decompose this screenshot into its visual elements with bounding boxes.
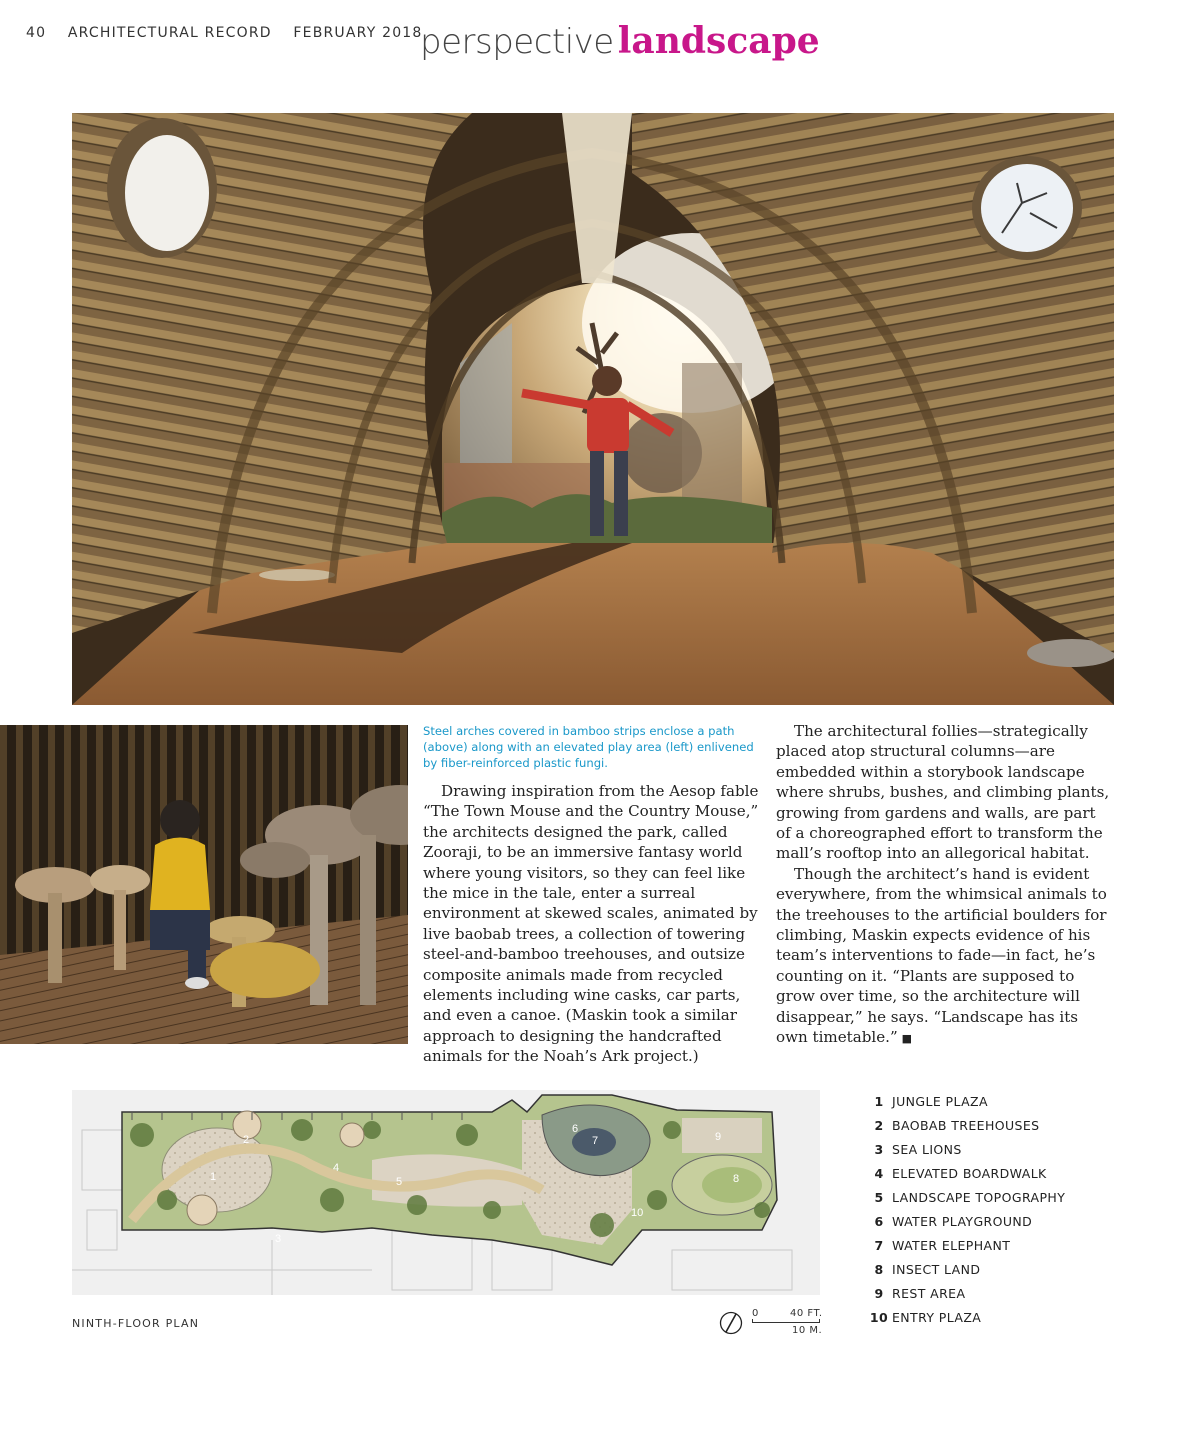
body-column-1 <box>423 781 761 1067</box>
legend-number: 1 <box>874 1094 884 1109</box>
paragraph: The architectural follies—strategically placed atop structural columns—are embedded within a storybook landscape where shrubs, bushes, and climbing plants, growing from gardens and walls, are part of a choreographed effort to transform the mall’s rooftop into an allegorical habitat. <box>776 722 1110 863</box>
legend-item <box>866 1118 1065 1142</box>
legend-item <box>866 1214 1065 1238</box>
paragraph: Drawing inspiration from the Aesop fable “The Town Mouse and the Country Mouse,” the architects designed the park, called Zooraji, to be an immersive fantasy world where young visitors, so they can feel like the mice in the tale, enter a surreal environment at skewed scales, animated by live baobab trees, a collection of towering steel-and-bamboo treehouses, and outsize composite animals made from recycled elements including wine casks, car parts, and even a canoe. (Maskin took a similar approach to designing the handcrafted animals for the Noah’s Ark project.) <box>423 782 759 1066</box>
scale-bar-line <box>752 1322 820 1323</box>
legend-label: ENTRY PLAZA <box>892 1310 982 1325</box>
section-title-landscape: landscape <box>617 20 820 62</box>
legend-label: BAOBAB TREEHOUSES <box>892 1118 1040 1133</box>
legend-label: JUNGLE PLAZA <box>892 1094 988 1109</box>
scale-zero: 0 <box>752 1308 759 1319</box>
legend-label: LANDSCAPE TOPOGRAPHY <box>892 1190 1066 1205</box>
scale-feet: 40 FT. <box>790 1308 823 1319</box>
body-column-2 <box>776 721 1114 1050</box>
legend-number: 7 <box>874 1238 884 1253</box>
plan-marker-2: 2 <box>243 1134 250 1146</box>
legend-number: 3 <box>874 1142 884 1157</box>
ninth-floor-plan-drawing <box>72 1090 820 1295</box>
paragraph <box>776 864 1114 1050</box>
scale-meters: 10 M. <box>792 1325 823 1336</box>
legend-number: 8 <box>874 1262 884 1277</box>
legend-item <box>866 1190 1065 1214</box>
north-arrow-icon <box>719 1311 743 1335</box>
section-title-perspective: perspective <box>420 22 614 62</box>
legend-label: WATER ELEPHANT <box>892 1238 1011 1253</box>
mushroom-play-area-photo <box>0 725 408 1044</box>
plan-marker-4: 4 <box>333 1162 340 1174</box>
scale-tick <box>819 1319 820 1323</box>
legend-label: INSECT LAND <box>892 1262 981 1277</box>
plan-marker-5: 5 <box>396 1176 403 1188</box>
photo-caption: Steel arches covered in bamboo strips enclose a path (above) along with an elevated play area (left) enlivened by fiber-reinforced plastic fungi. <box>423 724 754 770</box>
plan-label: NINTH-FLOOR PLAN <box>72 1317 200 1330</box>
legend-item <box>866 1238 1065 1262</box>
legend-label: REST AREA <box>892 1286 966 1301</box>
plan-marker-6: 6 <box>572 1123 579 1135</box>
legend-number: 4 <box>874 1166 884 1181</box>
paragraph-text: Though the architect’s hand is evident everywhere, from the whimsical animals to the treehouses to the artificial boulders for climbing, Maskin expects evidence of his team’s interventions to fade—in fact, he’s counting on it. “Plants are supposed to grow over time, so the architecture will disappear,” he says. “Landscape has its own timetable.” <box>776 864 1107 1047</box>
end-mark: ■ <box>901 1032 913 1046</box>
scale-bar <box>748 1307 828 1341</box>
scale-tick <box>752 1319 753 1323</box>
legend-item <box>866 1142 1065 1166</box>
issue-date: FEBRUARY 2018 <box>293 25 423 41</box>
legend-item <box>866 1166 1065 1190</box>
plan-marker-7: 7 <box>592 1135 599 1147</box>
bamboo-tunnel-photo <box>72 113 1114 705</box>
legend-label: SEA LIONS <box>892 1142 962 1157</box>
legend-item <box>866 1310 1065 1334</box>
legend-label: ELEVATED BOARDWALK <box>892 1166 1047 1181</box>
plan-marker-3: 3 <box>275 1233 282 1245</box>
legend-number: 5 <box>874 1190 884 1205</box>
page-number: 40 <box>26 25 47 41</box>
plan-legend <box>866 1094 1065 1334</box>
legend-item <box>866 1286 1065 1310</box>
plan-marker-1: 1 <box>210 1171 217 1183</box>
publication-name: ARCHITECTURAL RECORD <box>67 25 272 41</box>
legend-number: 2 <box>874 1118 884 1133</box>
legend-number: 10 <box>869 1310 889 1325</box>
legend-item <box>866 1262 1065 1286</box>
legend-number: 9 <box>874 1286 884 1301</box>
legend-label: WATER PLAYGROUND <box>892 1214 1033 1229</box>
running-header <box>26 25 439 41</box>
plan-marker-10: 10 <box>631 1207 644 1219</box>
plan-marker-9: 9 <box>715 1131 722 1143</box>
legend-item <box>866 1094 1065 1118</box>
legend-number: 6 <box>874 1214 884 1229</box>
section-title <box>420 20 820 62</box>
plan-marker-8: 8 <box>733 1173 740 1185</box>
